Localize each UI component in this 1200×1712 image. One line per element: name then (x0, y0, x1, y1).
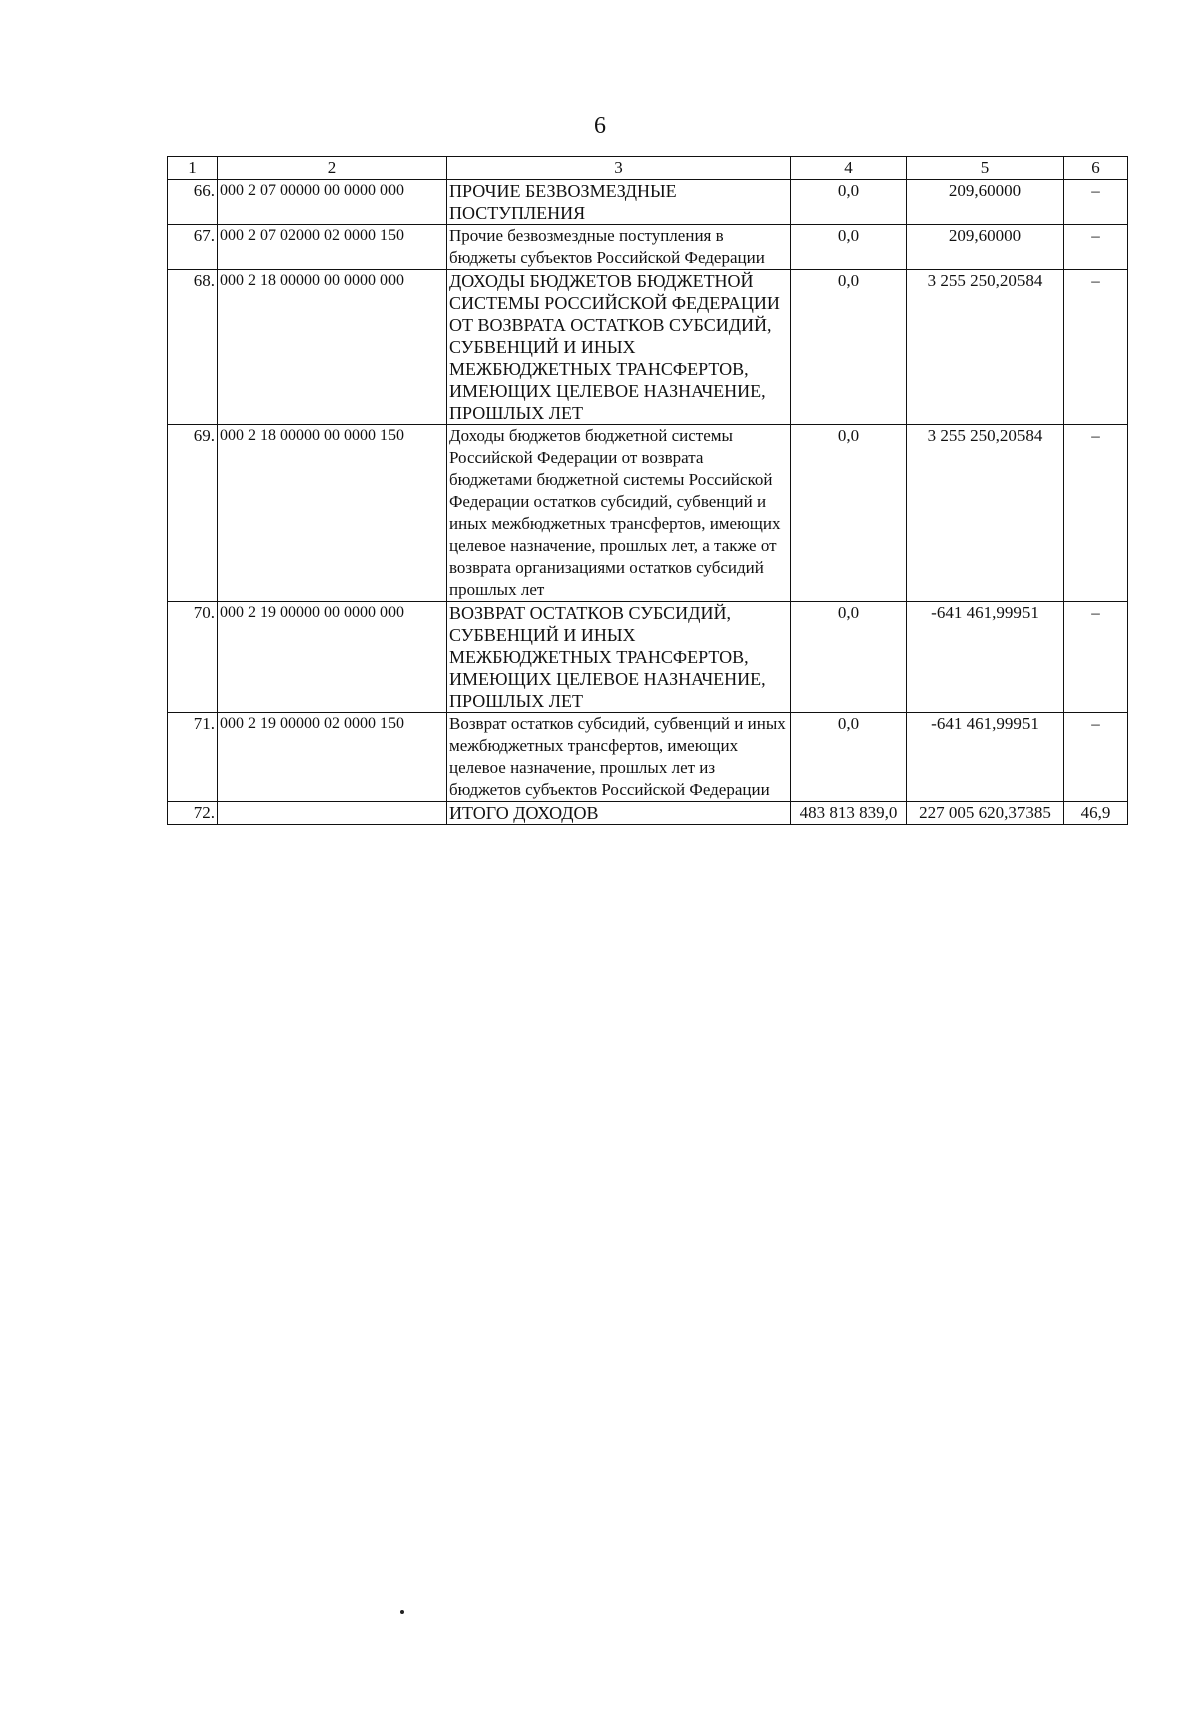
row-number: 70. (168, 602, 218, 713)
planned-amount: 0,0 (791, 713, 907, 802)
actual-amount: -641 461,99951 (907, 602, 1064, 713)
execution-percent: – (1064, 713, 1128, 802)
budget-code: 000 2 19 00000 02 0000 150 (218, 713, 447, 802)
scan-speck (400, 1610, 404, 1614)
execution-percent: – (1064, 270, 1128, 425)
header-cell-1: 1 (168, 157, 218, 180)
row-number: 69. (168, 425, 218, 602)
header-cell-4: 4 (791, 157, 907, 180)
budget-code (218, 802, 447, 825)
execution-percent: – (1064, 225, 1128, 270)
table-row (168, 802, 1128, 825)
planned-amount: 0,0 (791, 270, 907, 425)
planned-amount: 0,0 (791, 602, 907, 713)
page-number: 6 (594, 113, 606, 139)
income-name: ИТОГО ДОХОДОВ (447, 802, 791, 825)
header-row (168, 157, 1128, 180)
row-number: 72. (168, 802, 218, 825)
table-row (168, 225, 1128, 270)
table-row (168, 602, 1128, 713)
actual-amount: 227 005 620,37385 (907, 802, 1064, 825)
budget-code: 000 2 18 00000 00 0000 000 (218, 270, 447, 425)
income-name: ПРОЧИЕ БЕЗВОЗМЕЗДНЫЕ ПОСТУПЛЕНИЯ (447, 180, 791, 225)
planned-amount: 0,0 (791, 225, 907, 270)
header-cell-2: 2 (218, 157, 447, 180)
execution-percent: – (1064, 180, 1128, 225)
planned-amount: 483 813 839,0 (791, 802, 907, 825)
income-name: Прочие безвозмездные поступления в бюджеты субъектов Российской Федерации (447, 225, 791, 270)
header-cell-6: 6 (1064, 157, 1128, 180)
budget-code: 000 2 07 00000 00 0000 000 (218, 180, 447, 225)
row-number: 66. (168, 180, 218, 225)
execution-percent: – (1064, 425, 1128, 602)
header-cell-5: 5 (907, 157, 1064, 180)
actual-amount: 3 255 250,20584 (907, 270, 1064, 425)
header-cell-3: 3 (447, 157, 791, 180)
table-row (168, 180, 1128, 225)
table-row (168, 425, 1128, 602)
planned-amount: 0,0 (791, 180, 907, 225)
income-name: Возврат остатков субсидий, субвенций и иных межбюджетных трансфертов, имеющих целевое назначение, прошлых лет из бюджетов субъектов Российской Федерации (447, 713, 791, 802)
income-name: Доходы бюджетов бюджетной системы Российской Федерации от возврата бюджетами бюджетной системы Российской Федерации остатков субсидий, субвенций и иных межбюджетных трансфертов, имеющих целевое назначение, прошлых лет, а также от возврата организациями остатков субсидий прошлых лет (447, 425, 791, 602)
actual-amount: -641 461,99951 (907, 713, 1064, 802)
row-number: 67. (168, 225, 218, 270)
actual-amount: 209,60000 (907, 180, 1064, 225)
execution-percent: – (1064, 602, 1128, 713)
budget-code: 000 2 19 00000 00 0000 000 (218, 602, 447, 713)
table-row (168, 713, 1128, 802)
budget-code: 000 2 18 00000 00 0000 150 (218, 425, 447, 602)
row-number: 71. (168, 713, 218, 802)
execution-percent: 46,9 (1064, 802, 1128, 825)
income-name: ВОЗВРАТ ОСТАТКОВ СУБСИДИЙ, СУБВЕНЦИЙ И ИНЫХ МЕЖБЮДЖЕТНЫХ ТРАНСФЕРТОВ, ИМЕЮЩИХ ЦЕЛЕВОЕ НАЗНАЧЕНИЕ, ПРОШЛЫХ ЛЕТ (447, 602, 791, 713)
income-table (167, 156, 1128, 825)
income-name: ДОХОДЫ БЮДЖЕТОВ БЮДЖЕТНОЙ СИСТЕМЫ РОССИЙСКОЙ ФЕДЕРАЦИИ ОТ ВОЗВРАТА ОСТАТКОВ СУБСИДИЙ, СУБВЕНЦИЙ И ИНЫХ МЕЖБЮДЖЕТНЫХ ТРАНСФЕРТОВ, ИМЕЮЩИХ ЦЕЛЕВОЕ НАЗНАЧЕНИЕ, ПРОШЛЫХ ЛЕТ (447, 270, 791, 425)
actual-amount: 209,60000 (907, 225, 1064, 270)
budget-code: 000 2 07 02000 02 0000 150 (218, 225, 447, 270)
table-row (168, 270, 1128, 425)
actual-amount: 3 255 250,20584 (907, 425, 1064, 602)
row-number: 68. (168, 270, 218, 425)
planned-amount: 0,0 (791, 425, 907, 602)
